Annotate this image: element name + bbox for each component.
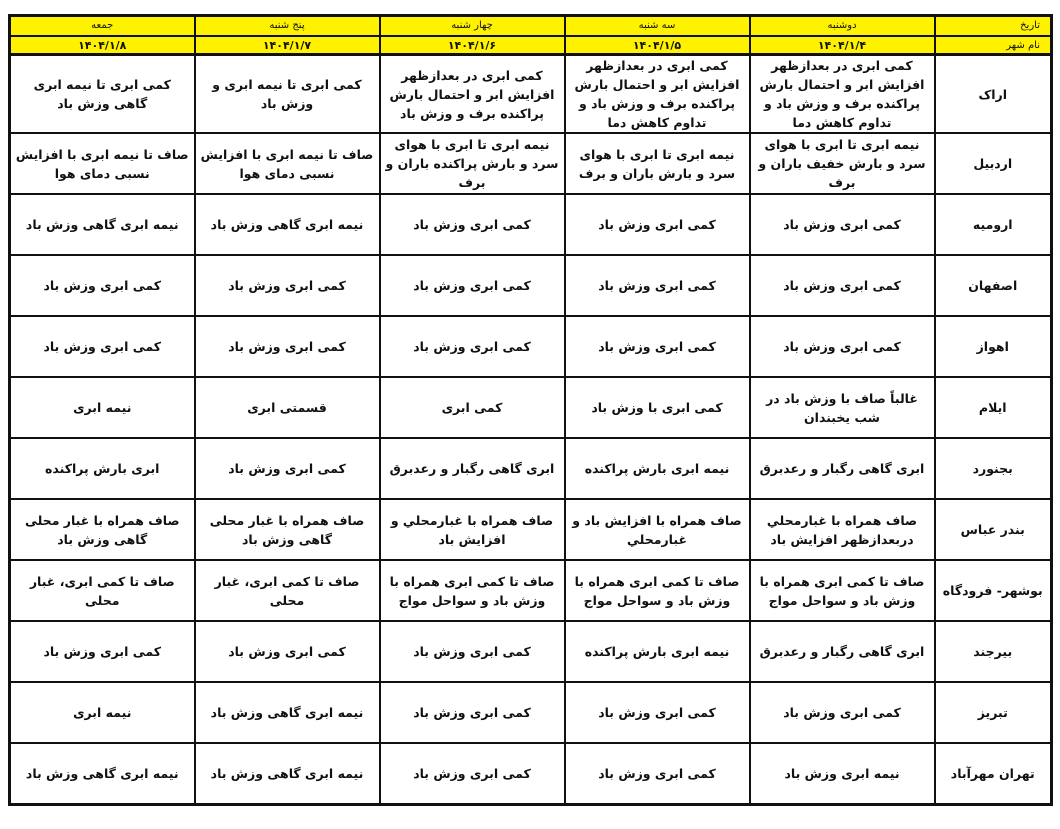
forecast-cell: کمی ابری وزش باد: [380, 255, 565, 316]
weather-forecast-table: [8, 14, 1053, 806]
forecast-cell: صاف تا کمی ابری، غبار محلی: [10, 560, 195, 621]
city-name: اردبیل: [935, 133, 1052, 194]
forecast-cell: کمی ابری تا نیمه ابری و وزش باد: [195, 55, 380, 134]
forecast-cell: کمی ابری تا نیمه ابری گاهی وزش باد: [10, 55, 195, 134]
table-row: [10, 133, 1052, 194]
forecast-cell: صاف تا کمی ابری همراه با وزش باد و سواحل مواج: [750, 560, 935, 621]
forecast-cell: کمی ابری وزش باد: [565, 255, 750, 316]
header-date-1: ۱۴۰۴/۱/۴: [750, 36, 935, 55]
forecast-cell: نیمه ابری: [10, 682, 195, 743]
header-date-5: ۱۴۰۴/۱/۸: [10, 36, 195, 55]
header-day-1: دوشنبه: [750, 16, 935, 37]
forecast-cell: کمی ابری وزش باد: [565, 743, 750, 805]
forecast-cell: کمی ابری در بعدازظهر افزایش ابر و احتمال بارش پراکنده برف و وزش باد و تداوم کاهش دما: [565, 55, 750, 134]
header-date-2: ۱۴۰۴/۱/۵: [565, 36, 750, 55]
forecast-cell: صاف همراه با غبار محلی گاهی وزش باد: [195, 499, 380, 560]
forecast-cell: صاف تا کمی ابری همراه با وزش باد و سواحل مواج: [380, 560, 565, 621]
forecast-cell: کمی ابری وزش باد: [380, 316, 565, 377]
forecast-cell: کمی ابری وزش باد: [380, 194, 565, 255]
table-row: [10, 560, 1052, 621]
forecast-cell: ابری گاهی رگبار و رعدبرق: [750, 621, 935, 682]
table-row: [10, 255, 1052, 316]
header-date-4: ۱۴۰۴/۱/۷: [195, 36, 380, 55]
forecast-cell: نیمه ابری: [10, 377, 195, 438]
forecast-cell: کمی ابری وزش باد: [565, 316, 750, 377]
forecast-cell: کمی ابری وزش باد: [10, 621, 195, 682]
table-row: [10, 316, 1052, 377]
header-label-city: نام شهر: [935, 36, 1052, 55]
city-name: اراک: [935, 55, 1052, 134]
forecast-cell: نیمه ابری گاهی وزش باد: [10, 743, 195, 805]
forecast-cell: صاف همراه با غبارمحلي و افزایش باد: [380, 499, 565, 560]
header-row-days: [10, 16, 1052, 37]
forecast-cell: کمی ابری وزش باد: [10, 316, 195, 377]
table-row: [10, 194, 1052, 255]
table-row: [10, 438, 1052, 499]
forecast-cell: نیمه ابری وزش باد: [750, 743, 935, 805]
forecast-cell: کمی ابری وزش باد: [380, 743, 565, 805]
forecast-cell: نیمه ابری تا ابری با هوای سرد و بارش باران و برف: [565, 133, 750, 194]
forecast-cell: کمی ابری وزش باد: [750, 255, 935, 316]
table-row: [10, 743, 1052, 805]
forecast-cell: کمی ابری وزش باد: [750, 316, 935, 377]
forecast-cell: کمی ابری وزش باد: [380, 682, 565, 743]
forecast-cell: ابری گاهی رگبار و رعدبرق: [750, 438, 935, 499]
forecast-cell: کمی ابری وزش باد: [195, 621, 380, 682]
header-day-4: پنج شنبه: [195, 16, 380, 37]
city-name: بجنورد: [935, 438, 1052, 499]
header-label-date: تاریخ: [935, 16, 1052, 37]
forecast-cell: قسمتی ابری: [195, 377, 380, 438]
forecast-cell: کمی ابری وزش باد: [750, 194, 935, 255]
header-day-3: چهار شنبه: [380, 16, 565, 37]
forecast-cell: صاف تا کمی ابری، غبار محلی: [195, 560, 380, 621]
forecast-cell: غالباً صاف با وزش باد در شب یخبندان: [750, 377, 935, 438]
forecast-cell: کمی ابری وزش باد: [380, 621, 565, 682]
forecast-cell: کمی ابری وزش باد: [195, 316, 380, 377]
forecast-cell: ابری گاهی رگبار و رعدبرق: [380, 438, 565, 499]
forecast-cell: کمی ابری وزش باد: [750, 682, 935, 743]
city-name: تهران مهرآباد: [935, 743, 1052, 805]
forecast-cell: کمی ابری وزش باد: [565, 682, 750, 743]
forecast-cell: نیمه ابری گاهی وزش باد: [195, 682, 380, 743]
header-day-5: جمعه: [10, 16, 195, 37]
forecast-cell: نیمه ابری بارش پراکنده: [565, 621, 750, 682]
city-name: اصفهان: [935, 255, 1052, 316]
table-row: [10, 621, 1052, 682]
city-name: بیرجند: [935, 621, 1052, 682]
city-name: بوشهر- فرودگاه: [935, 560, 1052, 621]
table-row: [10, 682, 1052, 743]
table-row: [10, 55, 1052, 134]
forecast-cell: صاف همراه با افزایش باد و غبارمحلي: [565, 499, 750, 560]
city-name: بندر عباس: [935, 499, 1052, 560]
forecast-cell: صاف همراه با غبارمحلي دربعدازظهر افزایش باد: [750, 499, 935, 560]
forecast-cell: صاف تا نیمه ابری با افزایش نسبی دمای هوا: [195, 133, 380, 194]
header-row-dates: [10, 36, 1052, 55]
forecast-cell: نیمه ابری گاهی وزش باد: [195, 194, 380, 255]
city-name: تبریز: [935, 682, 1052, 743]
forecast-cell: نیمه ابری گاهی وزش باد: [195, 743, 380, 805]
city-name: ایلام: [935, 377, 1052, 438]
forecast-cell: صاف تا نیمه ابری با افزایش نسبی دمای هوا: [10, 133, 195, 194]
forecast-cell: کمی ابری وزش باد: [565, 194, 750, 255]
forecast-cell: کمی ابری: [380, 377, 565, 438]
forecast-cell: نیمه ابری بارش پراکنده: [565, 438, 750, 499]
forecast-cell: کمی ابری با وزش باد: [565, 377, 750, 438]
city-name: اهواز: [935, 316, 1052, 377]
forecast-cell: نیمه ابری تا ابری با هوای سرد و بارش خفیف باران و برف: [750, 133, 935, 194]
forecast-cell: کمی ابری وزش باد: [195, 438, 380, 499]
forecast-cell: کمی ابری در بعدازظهر افزایش ابر و احتمال بارش پراکنده برف و وزش باد و تداوم کاهش دما: [750, 55, 935, 134]
forecast-cell: کمی ابری وزش باد: [10, 255, 195, 316]
forecast-cell: صاف تا کمی ابری همراه با وزش باد و سواحل مواج: [565, 560, 750, 621]
forecast-cell: ابری بارش پراکنده: [10, 438, 195, 499]
forecast-cell: کمی ابری در بعدازظهر افزایش ابر و احتمال بارش پراکنده برف و وزش باد: [380, 55, 565, 134]
forecast-cell: کمی ابری وزش باد: [195, 255, 380, 316]
table-row: [10, 377, 1052, 438]
city-name: ارومیه: [935, 194, 1052, 255]
forecast-table-container: [8, 14, 1052, 806]
forecast-cell: صاف همراه با غبار محلی گاهی وزش باد: [10, 499, 195, 560]
header-date-3: ۱۴۰۴/۱/۶: [380, 36, 565, 55]
header-day-2: سه شنبه: [565, 16, 750, 37]
table-row: [10, 499, 1052, 560]
forecast-cell: نیمه ابری تا ابری با هوای سرد و بارش پراکنده باران و برف: [380, 133, 565, 194]
forecast-cell: نیمه ابری گاهی وزش باد: [10, 194, 195, 255]
